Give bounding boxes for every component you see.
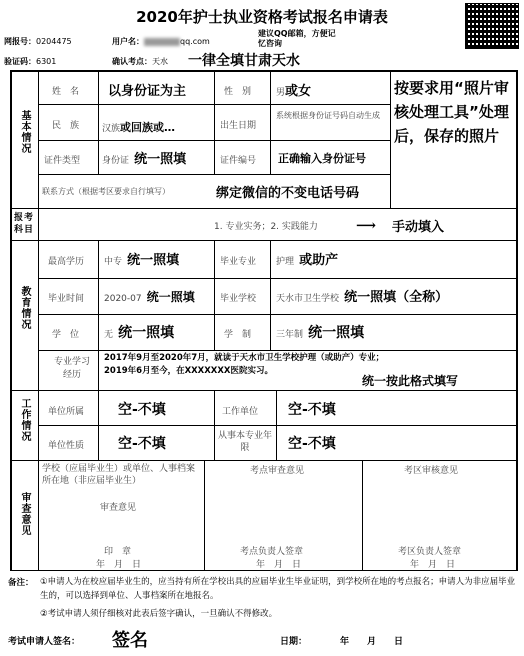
xuewei-field[interactable]: 无 统一照填 — [104, 325, 175, 341]
section-education: 教育情况 — [19, 286, 30, 330]
net-no: 网报号：0204475 — [4, 37, 72, 46]
review-col2-head: 考点审查意见 — [250, 466, 305, 476]
review-col1-sub: 审查意见 — [100, 503, 137, 513]
degree-field[interactable]: 中专 统一照填 — [104, 253, 180, 268]
review-col2-sign: 考点负责人签章 — [240, 547, 304, 557]
contact-field[interactable]: 绑定微信的不变电话号码 — [216, 186, 360, 201]
review-col2-date: 年 月 日 — [256, 560, 302, 570]
exam-site: 确认考点：天水 — [112, 57, 168, 66]
subject-value: 1. 专业实务；2. 实践能力 — [214, 222, 318, 232]
photo-area[interactable]: 按要求用“照片审核处理工具”处理后，保存的照片 — [394, 79, 509, 145]
idtype-label: 证件类型 — [44, 156, 81, 166]
gender-label: 性 别 — [224, 87, 252, 97]
school-field[interactable]: 天水市卫生学校 统一照填（全称） — [276, 290, 449, 305]
unit-field[interactable]: 空-不填 — [118, 402, 166, 418]
idtype-field[interactable]: 身份证 统一照填 — [102, 152, 187, 167]
sign-label: 考试申请人签名： — [8, 637, 81, 647]
gradtime-label: 毕业时间 — [48, 294, 85, 304]
xuewei-label: 学 位 — [52, 330, 80, 340]
exp-note: 统一按此格式填写 — [362, 374, 459, 388]
nature-field[interactable]: 空-不填 — [118, 436, 166, 452]
years-label: 从事本专业年限 — [217, 431, 272, 453]
review-col3-head: 考区审核意见 — [404, 466, 459, 476]
subject-note: 手动填入 — [392, 220, 445, 235]
name-label: 姓 名 — [52, 87, 80, 97]
school-label: 毕业学校 — [220, 294, 257, 304]
unit-label: 单位所属 — [48, 407, 85, 417]
review-col1-date: 年 月 日 — [96, 560, 142, 570]
review-col1-seal: 印 章 — [104, 547, 132, 557]
review-col3-date: 年 月 日 — [410, 560, 456, 570]
signature-field[interactable]: 签名 — [112, 630, 148, 651]
qr-code-icon — [465, 3, 519, 49]
section-work: 工作情况 — [19, 398, 30, 442]
ethnic-field[interactable]: 汉族或回族或… — [102, 121, 176, 134]
nature-label: 单位性质 — [48, 441, 85, 451]
idno-field[interactable]: 正确输入身份证号 — [278, 152, 366, 165]
review-col3-sign: 考区负责人签章 — [398, 547, 462, 557]
workunit-field[interactable]: 空-不填 — [288, 402, 336, 418]
xuezhi-field[interactable]: 三年制 统一照填 — [276, 325, 365, 341]
exp-label: 专业学习经历 — [53, 357, 90, 380]
notes-label: 备注： — [8, 578, 34, 588]
review-col1-head: 学校（应届毕业生）或单位、人事档案所在地（非应届毕业生） — [42, 464, 196, 486]
redacted-email — [144, 38, 180, 46]
birth-field: 系统根据身份证号码自动生成 — [276, 111, 380, 120]
years-field[interactable]: 空-不填 — [288, 436, 336, 452]
date-field[interactable]: 年 月 日 — [340, 637, 404, 647]
major-field[interactable]: 护理 或助产 — [276, 253, 339, 268]
section-subject: 报考科目 — [14, 213, 35, 235]
xuezhi-label: 学 制 — [224, 330, 252, 340]
gender-field[interactable]: 男或女 — [276, 84, 312, 99]
date-label: 日期： — [280, 637, 308, 647]
section-basic: 基本情况 — [19, 110, 30, 154]
username: 用户名： qq.com — [112, 37, 210, 46]
username-note: 建议QQ邮箱，方便记忆咨询 — [258, 29, 336, 48]
idno-label: 证件编号 — [220, 156, 257, 166]
notes-line2: ②考试申请人须仔细核对此表后签字确认，一旦确认不得修改。 — [40, 609, 278, 619]
section-review: 审查意见 — [19, 492, 30, 536]
notes-line1: ①申请人为在校应届毕业生的，应当持有所在学校出具的应届毕业生毕业证明，到学校所在地的考点报名；申请人为非应届毕业生的，可以选择到单位、人事档案所在地报名。 — [40, 577, 516, 601]
page-title: 2020年护士执业资格考试报名申请表 — [136, 8, 388, 26]
major-label: 毕业专业 — [220, 257, 257, 267]
verify-code: 验证码：6301 — [4, 57, 57, 66]
gradtime-field[interactable]: 2020-07 统一照填 — [104, 290, 195, 304]
exam-site-note: 一律全填甘肃天水 — [188, 53, 300, 69]
workunit-label: 工作单位 — [222, 407, 259, 417]
degree-label: 最高学历 — [48, 257, 85, 267]
exp-field[interactable]: 2017年9月至2020年7月，就读于天水市卫生学校护理（或助产）专业； 2019年6月至今，在XXXXXXX医院实习。 — [104, 353, 385, 376]
name-field[interactable]: 以身份证为主 — [108, 84, 187, 99]
birth-label: 出生日期 — [220, 121, 257, 131]
arrow-right-icon: ⟶ — [356, 218, 377, 234]
ethnic-label: 民 族 — [52, 121, 80, 131]
contact-label: 联系方式（根据考区要求自行填写） — [42, 187, 170, 196]
